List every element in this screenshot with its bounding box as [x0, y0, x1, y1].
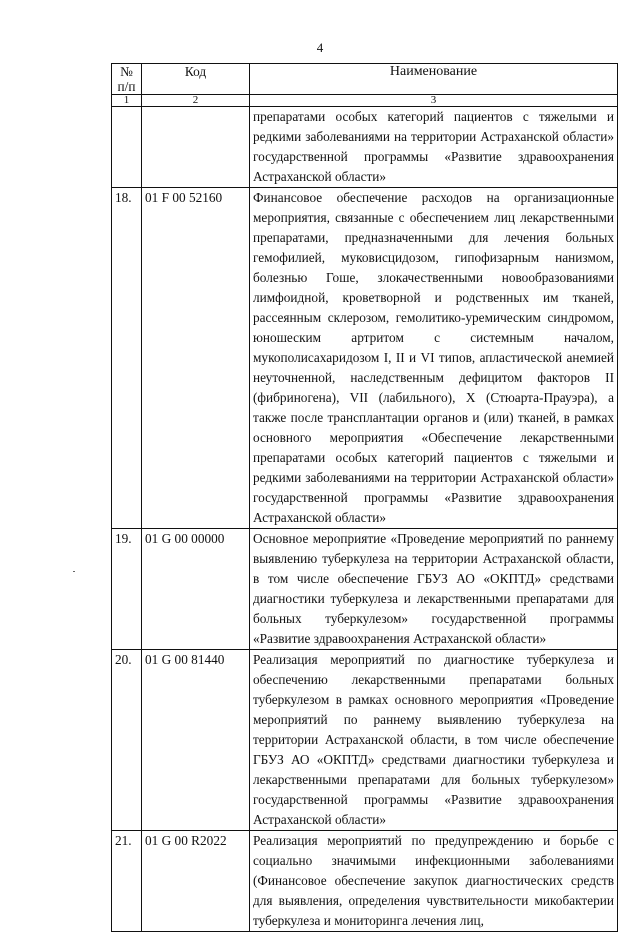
- row-code: 01 G 00 00000: [142, 529, 250, 650]
- row-code: 01 G 00 81440: [142, 650, 250, 831]
- page-number: 4: [316, 40, 324, 55]
- table-row: [112, 107, 618, 188]
- table-row: [112, 188, 618, 529]
- row-name: Финансовое обеспечение расходов на организационные мероприятия, связанные с обеспечением лиц лекарственными препаратами, предназначенными для лечения больных гемофилией, муковисцидозом, гипофизарным нанизмом, болезнью Гоше, злокачественными новообразованиями лимфоидной, кроветворной и родственных им тканей, рассеянным склерозом, гемолитико-уремическим синдромом, юношеским артритом с системным началом, мукополисахаридозом I, II и VI типов, апластической анемией неуточненной, наследственным дефицитом факторов II (фибриногена), VII (лабильного), X (Стюарта-Прауэра), а также после трансплантации органов и (или) тканей, в рамках основного мероприятия «Обеспечение лекарственными препаратами особых категорий пациентов с тяжелыми и редкими заболеваниями на территории Астраханской области» государственной программы «Развитие здравоохранения Астраханской области»: [250, 188, 618, 529]
- header-code: Код: [142, 64, 250, 95]
- row-number: 18.: [112, 188, 142, 529]
- table-row: [112, 650, 618, 831]
- row-name: Реализация мероприятий по диагностике туберкулеза и обеспечению лекарственными препаратами больных туберкулезом в рамках основного мероприятия «Проведение мероприятий по раннему выявлению туберкулеза на территории Астраханской области, в том числе обеспечение ГБУЗ АО «ОКПТД» средствами диагностики туберкулеза и лекарственными препаратами для больных туберкулезом» государственной программы «Развитие здравоохранения Астраханской области»: [250, 650, 618, 831]
- row-name: препаратами особых категорий пациентов с тяжелыми и редкими заболеваниями на территории Астраханской области» государственной программы «Развитие здравоохранения Астраханской области»: [250, 107, 618, 188]
- table-row: [112, 529, 618, 650]
- row-number: 20.: [112, 650, 142, 831]
- header-num: № п/п: [112, 64, 142, 95]
- scan-speck: [73, 571, 75, 572]
- table-row: [112, 831, 618, 932]
- row-number: 19.: [112, 529, 142, 650]
- column-number-row: [112, 95, 618, 107]
- row-number: 21.: [112, 831, 142, 932]
- column-number-2: 2: [142, 95, 250, 107]
- row-code: 01 G 00 R2022: [142, 831, 250, 932]
- column-number-3: 3: [250, 95, 618, 107]
- row-name: Реализация мероприятий по предупреждению и борьбе с социально значимыми инфекционными заболеваниями (Финансовое обеспечение закупок диагностических средств для выявления, определения чувствительности микобактерии туберкулеза и мониторинга лечения лиц,: [250, 831, 618, 932]
- column-number-1: 1: [112, 95, 142, 107]
- row-code: [142, 107, 250, 188]
- table-header-row: [112, 64, 618, 95]
- header-name: Наименование: [250, 64, 618, 95]
- row-number: [112, 107, 142, 188]
- row-code: 01 F 00 52160: [142, 188, 250, 529]
- row-name: Основное мероприятие «Проведение мероприятий по раннему выявлению туберкулеза на территории Астраханской области, в том числе обеспечение ГБУЗ АО «ОКПТД» средствами диагностики туберкулеза и лекарственными препаратами для больных туберкулезом» государственной программы «Развитие здравоохранения Астраханской области»: [250, 529, 618, 650]
- budget-code-table: [111, 63, 618, 932]
